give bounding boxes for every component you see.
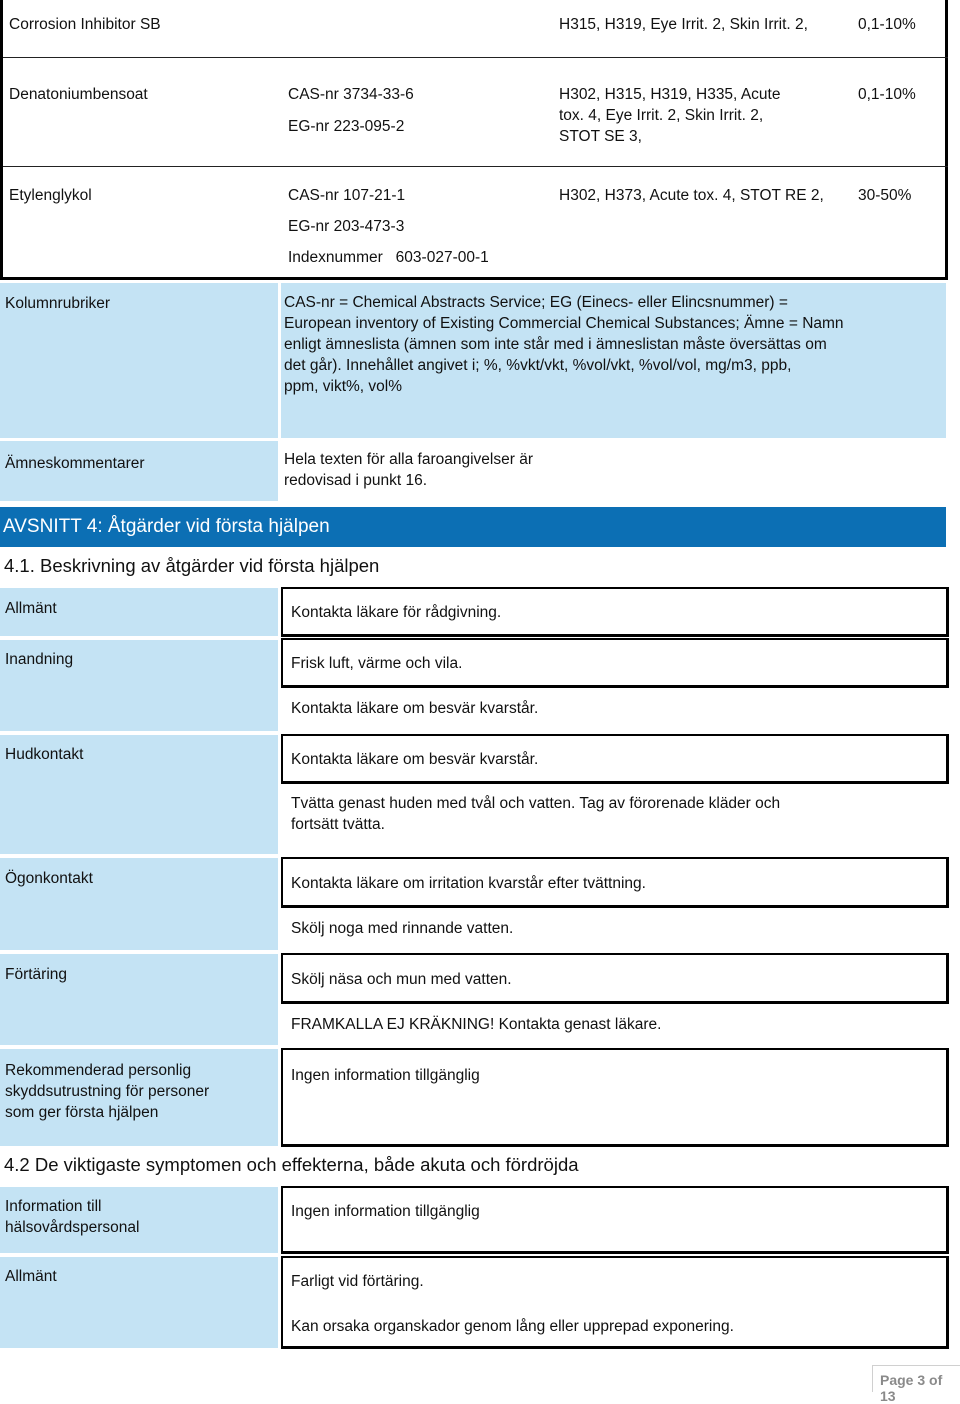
- ingredient-cas: CAS-nr 3734-33-6: [288, 86, 414, 103]
- kolumn-text: [284, 292, 944, 397]
- ingredient-hazard-line: STOT SE 3,: [559, 128, 642, 145]
- item-label-line: Information till: [5, 1198, 102, 1215]
- item-label: Inandning: [5, 651, 74, 668]
- item-label: Allmänt: [5, 1268, 57, 1285]
- ingredient-index: Indexnummer 603-027-00-1: [288, 249, 489, 266]
- section-header: [0, 507, 946, 547]
- item-value: Farligt vid förtäring.: [291, 1273, 424, 1290]
- amnes-line: Hela texten för alla faroangivelser är: [284, 451, 533, 468]
- item-label: [5, 1060, 209, 1123]
- ingredient-eg: EG-nr 223-095-2: [288, 118, 405, 135]
- item-value: fortsätt tvätta.: [291, 816, 385, 833]
- amnes-label: Ämneskommentarer: [5, 455, 145, 472]
- value-box: [281, 1048, 949, 1147]
- ingredient-name: Etylenglykol: [9, 187, 92, 204]
- ingredient-cas: CAS-nr 107-21-1: [288, 187, 406, 204]
- item-value: FRAMKALLA EJ KRÄKNING! Kontakta genast läkare.: [291, 1016, 662, 1033]
- item-value: Kontakta läkare om besvär kvarstår.: [291, 700, 539, 717]
- item-label: Ögonkontakt: [5, 870, 93, 887]
- subsection-title: 4.2 De viktigaste symptomen och effekterna, både akuta och fördröjda: [4, 1154, 579, 1175]
- ingredient-conc: 0,1-10%: [858, 86, 916, 103]
- item-label-line: som ger första hjälpen: [5, 1104, 159, 1121]
- kolumn-line: det går). Innehållet angivet i; %, %vkt/vkt, %vol/vkt, %vol/vol, mg/m3, ppb,: [284, 357, 792, 374]
- item-label: Hudkontakt: [5, 746, 84, 763]
- ingredient-hazard-line: H302, H315, H319, H335, Acute: [559, 86, 781, 103]
- item-label: Allmänt: [5, 600, 57, 617]
- ingredient-conc: 30-50%: [858, 187, 912, 204]
- item-label-line: hälsovårdspersonal: [5, 1219, 140, 1236]
- item-value: Skölj noga med rinnande vatten.: [291, 920, 514, 937]
- ingredient-name: Denatoniumbensoat: [9, 86, 148, 103]
- item-label-line: Rekommenderad personlig: [5, 1062, 192, 1079]
- ingredient-conc: 0,1-10%: [858, 16, 916, 33]
- item-value: Ingen information tillgänglig: [291, 1203, 480, 1220]
- ingredient-hazard-line: tox. 4, Eye Irrit. 2, Skin Irrit. 2,: [559, 107, 764, 124]
- subsection-title: 4.1. Beskrivning av åtgärder vid första hjälpen: [4, 555, 380, 576]
- ingredient-hazard: H315, H319, Eye Irrit. 2, Skin Irrit. 2,: [559, 16, 808, 33]
- kolumn-line: European inventory of Existing Commercial Chemical Substances; Ämne = Namn: [284, 315, 844, 332]
- item-value: Frisk luft, värme och vila.: [291, 655, 463, 672]
- item-value: Kontakta läkare för rådgivning.: [291, 604, 502, 621]
- kolumn-line: enligt ämneslista (ämnen som inte står med i ämneslistan måste översättas om: [284, 336, 827, 353]
- item-value: Ingen information tillgänglig: [291, 1067, 480, 1084]
- ingredient-name: Corrosion Inhibitor SB: [9, 16, 161, 33]
- ingredients-table: [0, 0, 948, 280]
- row-divider: [3, 166, 948, 167]
- item-label: [5, 1196, 139, 1238]
- item-value: Tvätta genast huden med tvål och vatten. Tag av förorenade kläder och: [291, 795, 781, 812]
- kolumn-line: CAS-nr = Chemical Abstracts Service; EG (Einecs- eller Elincsnummer) =: [284, 294, 788, 311]
- item-label: Förtäring: [5, 966, 68, 983]
- item-value: Kontakta läkare om besvär kvarstår.: [291, 751, 539, 768]
- page-number: Page 3 of 13: [880, 1372, 943, 1404]
- kolumn-label: Kolumnrubriker: [5, 295, 111, 312]
- item-label-line: skyddsutrustning för personer: [5, 1083, 210, 1100]
- section-title: AVSNITT 4: Åtgärder vid första hjälpen: [3, 516, 330, 537]
- ingredient-hazard: H302, H373, Acute tox. 4, STOT RE 2,: [559, 187, 824, 204]
- ingredient-eg: EG-nr 203-473-3: [288, 218, 405, 235]
- kolumn-line: ppm, vikt%, vol%: [284, 378, 403, 395]
- row-divider: [3, 57, 948, 58]
- item-value: Kontakta läkare om irritation kvarstår efter tvättning.: [291, 875, 646, 892]
- amnes-line: redovisad i punkt 16.: [284, 472, 428, 489]
- amnes-text: [284, 449, 533, 491]
- item-value: Skölj näsa och mun med vatten.: [291, 971, 512, 988]
- item-value: Kan orsaka organskador genom lång eller upprepad exponering.: [291, 1318, 734, 1335]
